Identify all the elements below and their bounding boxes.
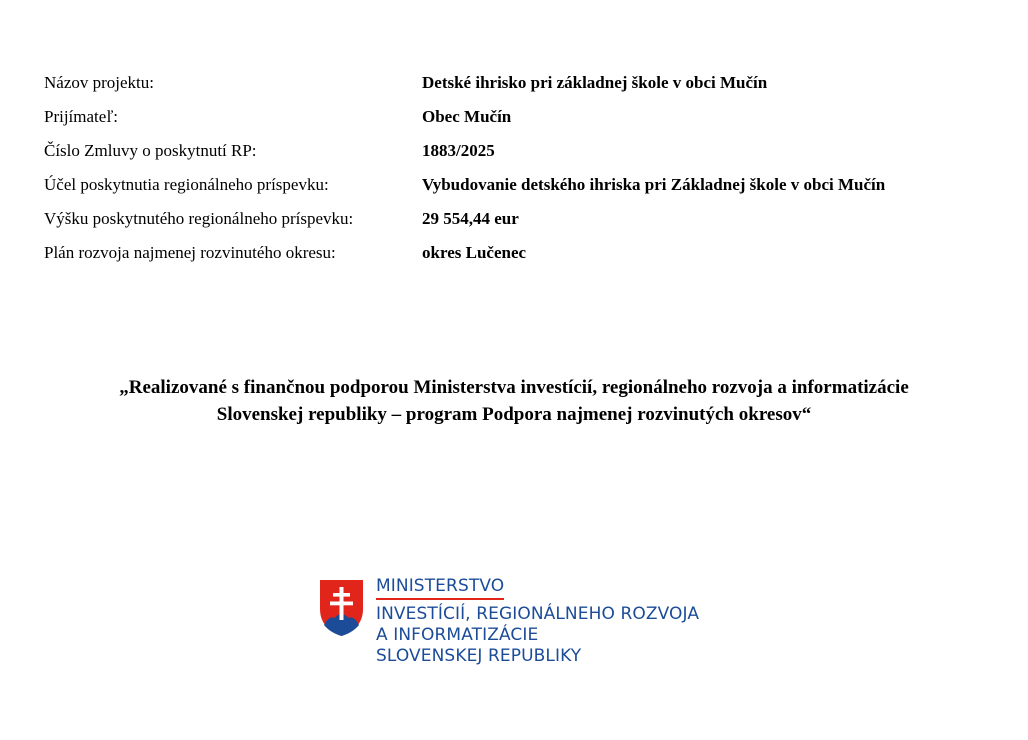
recipient-row [44,100,984,134]
ministry-logo [319,576,739,676]
development-plan-label: Plán rozvoja najmenej rozvinutého okresu: [44,243,336,262]
funding-statement [0,374,1028,428]
purpose-label: Účel poskytnutia regionálneho príspevku: [44,175,329,194]
contribution-amount-label: Výšku poskytnutého regionálneho príspevku: [44,209,354,228]
development-plan-row [44,236,984,270]
project-name-label: Názov projektu: [44,73,154,92]
contribution-amount-value: 29 554,44 eur [422,209,519,228]
project-info-table [44,66,984,270]
purpose-row [44,168,984,202]
logo-line-informatizacie: A INFORMATIZÁCIE [376,625,539,645]
development-plan-value: okres Lučenec [422,243,527,262]
project-name-row [44,66,984,100]
recipient-label: Prijímateľ: [44,107,118,126]
logo-line-ministerstvo: MINISTERSTVO [376,576,504,600]
recipient-value: Obec Mučín [422,107,512,126]
funding-statement-line-1: „Realizované s finančnou podporou Ministerstva investícií, regionálneho rozvoja a informatizácie [119,377,909,398]
contract-number-label: Číslo Zmluvy o poskytnutí RP: [44,141,257,160]
purpose-value: Vybudovanie detského ihriska pri Základnej škole v obci Mučín [422,175,886,194]
project-name-value: Detské ihrisko pri základnej škole v obci Mučín [422,73,768,92]
contract-number-value: 1883/2025 [422,141,495,160]
ministry-logo-text [376,576,699,667]
contribution-amount-row [44,202,984,236]
funding-statement-line-2: Slovenskej republiky – program Podpora najmenej rozvinutých okresov“ [216,404,812,425]
contract-number-row [44,134,984,168]
logo-line-slovenskej: SLOVENSKEJ REPUBLIKY [376,646,582,666]
slovak-coat-of-arms-icon [319,579,364,637]
logo-line-investicii: INVESTÍCIÍ, REGIONÁLNEHO ROZVOJA [376,604,700,624]
